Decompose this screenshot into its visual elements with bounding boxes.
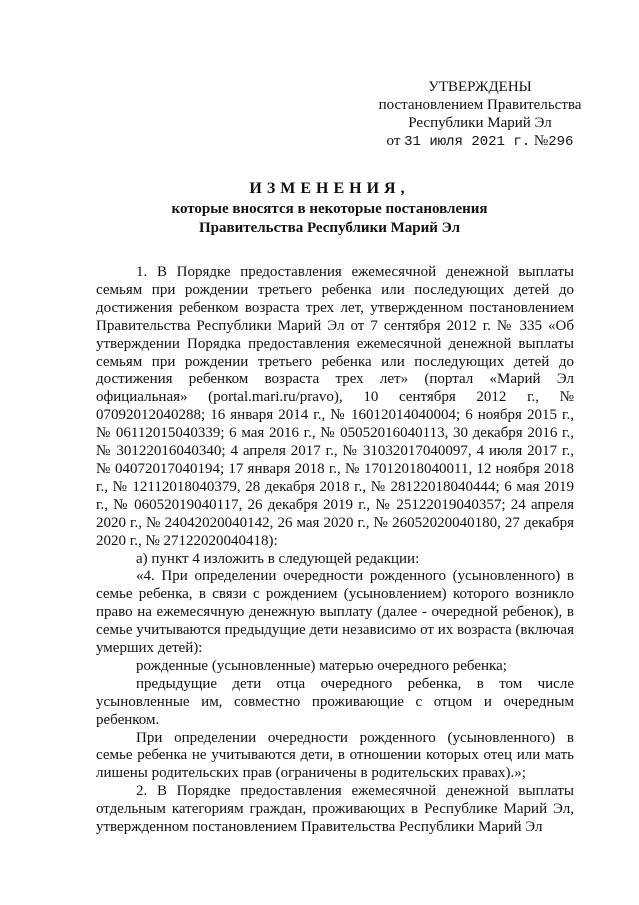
approval-number: 296 (548, 134, 574, 150)
document-subtitle-line-2: Правительства Республики Марий Эл (198, 220, 461, 236)
paragraph-7: 2. В Порядке предоставления ежемесячной денежной выплаты отдельным категориям граждан, проживающих в Республике Марий Эл, утвержденном постановлением Правительства Республики Марий Эл (96, 783, 574, 836)
document-body (96, 264, 574, 837)
paragraph-2: а) пункт 4 изложить в следующей редакции: (136, 550, 420, 567)
approval-number-prefix: № (533, 133, 549, 149)
approval-date: 31 июля 2021 г. (404, 134, 531, 150)
document-title: ИЗМЕНЕНИЯ, (249, 180, 410, 197)
paragraph-1: 1. В Порядке предоставления ежемесячной денежной выплаты семьям при рождении третьего ребенка или последующих детей до достижения ребенком возраста трех лет, утвержденном постановлением Правительства Республики Марий Эл от 7 сентября 2012 г. № 335 «Об утверждении Порядка предоставления ежемесячной денежной выплаты семьям при рождении третьего ребенка или последующих детей до достижения ребенком возраста трех лет» (портал «Марий Эл официальная» (portal.mari.ru/pravo), 10 сентября 2012 г., № 07092012040288; 16 января 2014 г., № 16012014040004; 6 ноября 2015 г., № 06112015040339; 6 мая 2016 г., № 05052016040113, 30 декабря 2016 г., № 30122016040340; 4 апреля 2017 г., № 31032017040097, 4 июля 2017 г., № 04072017040194; 17 января 2018 г., № 17012018040011, 12 ноября 2018 г., № 12112018040379, 28 декабря 2018 г., № 28122018040444; 6 мая 2019 г., № 06052019040117, 26 декабря 2019 г., № 25122019040357; 24 апреля 2020 г., № 24042020040142, 26 мая 2020 г., № 26052020040180, 27 декабря 2020 г., № 27122020040418): (96, 264, 574, 549)
approval-date-prefix: от (386, 133, 401, 149)
approval-line-3: Республики Марий Эл (408, 115, 552, 131)
approval-line-2: постановлением Правительства (378, 97, 582, 113)
document-heading (40, 178, 619, 238)
paragraph-3: «4. При определении очередности рожденного (усыновленного) в семье ребенка, в связи с рождением (усыновлением) которого возникло право на ежемесячную денежную выплату (далее - очередной ребенок), в семье учитываются предыдущие дети независимо от их возраста (включая умерших детей): (96, 568, 574, 657)
document-subtitle-line-1: которые вносятся в некоторые постановления (171, 201, 488, 217)
paragraph-4: рожденные (усыновленные) матерью очередного ребенка; (136, 657, 507, 674)
approval-date-line (355, 132, 605, 151)
paragraph-6: При определении очередности рожденного (усыновленного) в семье ребенка не учитываются дети, в отношении которых отец или мать лишены родительских прав (ограничены в родительских правах).»; (96, 729, 574, 782)
approval-block (355, 78, 605, 151)
approval-title: УТВЕРЖДЕНЫ (428, 79, 532, 95)
paragraph-5: предыдущие дети отца очередного ребенка, в том числе усыновленные им, совместно проживающие с отцом и очередным ребенком. (96, 675, 574, 728)
